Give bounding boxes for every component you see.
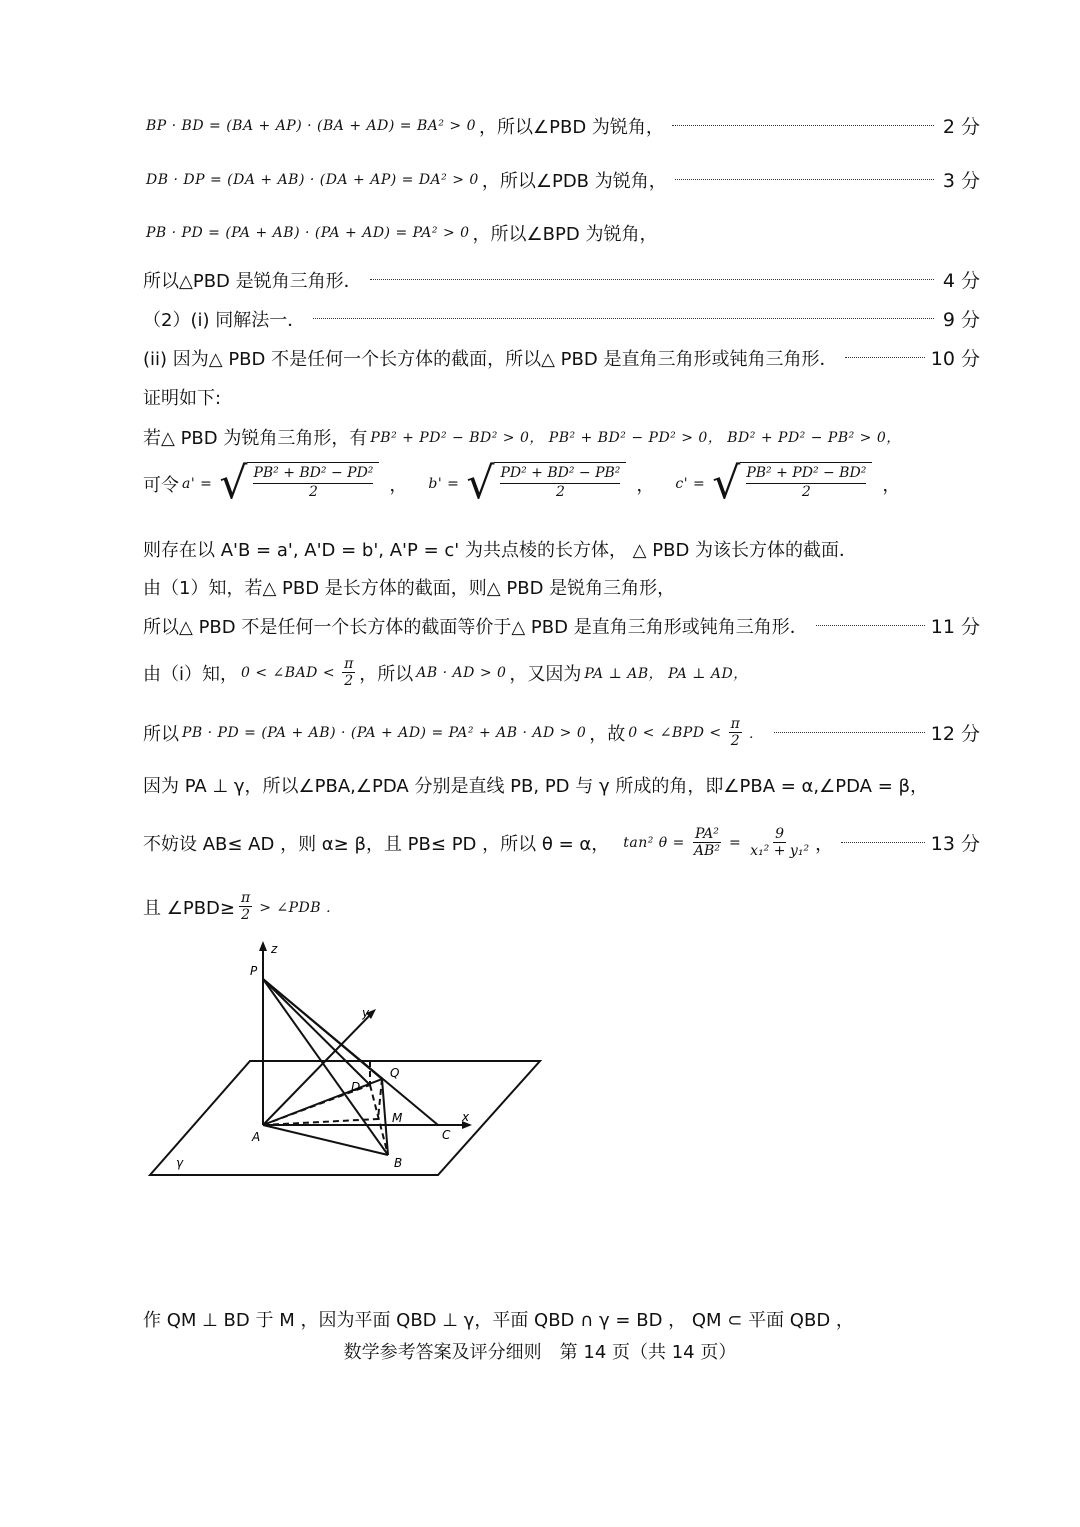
vector-equation: BP · BD = (BA + AP) · (BA + AD) = BA² > 0 [146,117,477,134]
label-x: x [462,1110,470,1124]
radicand-denominator: 2 [801,484,811,500]
line-text: 且 ∠PBD≥ [143,897,236,919]
answer-line-17 [143,890,980,923]
radical-sign: √ [466,458,495,509]
radicand-numerator: PB² + PD² − BD² [746,465,866,484]
answer-line-8 [143,424,980,450]
plane-gamma [150,1061,540,1175]
score-label: 13 分 [930,833,980,855]
fraction-pa-ab: $\frac{\text{PA²}}{\text{AB²}}$ [693,826,720,859]
label-D: D [351,1080,361,1094]
sqrt-a [219,458,379,509]
sqrt-c [712,458,872,509]
score-label: 3 分 [942,170,980,192]
dot-leader [370,279,934,280]
dot-leader [675,179,934,180]
c-prime-label: c' = [675,476,706,492]
radical-sign: √ [712,458,741,509]
comma: ， [636,475,655,496]
label-C: C [442,1128,451,1142]
answer-line-12 [143,612,980,639]
answer-line-4 [143,266,980,293]
answer-line-14 [143,716,980,749]
line-text: 不妨设 AB≤ AD ，则 α≥ β，且 PB≤ PD ，所以 θ = α， [143,833,610,855]
line-text: ，所以∠PDB 为锐角， [481,170,667,192]
line-text: ，所以 [359,663,414,685]
angle-bound: 0 < ∠BPD < [628,724,722,741]
score-label: 9 分 [942,309,980,331]
period: ． [748,725,764,742]
fraction-9: $\frac{9}{\text{x₁² + y₁²}}$ [750,826,810,859]
label-M: M [392,1111,403,1125]
answer-line-3 [143,220,980,246]
line-text: ，故 [589,723,626,745]
label-y: y [362,1006,370,1020]
a-prime-label: a' = [182,476,213,492]
answer-line-10 [143,536,980,562]
pi-over-2: $\frac{\pi}{2}$ [344,656,354,689]
radicand-numerator: PB² + BD² − PD² [253,465,373,484]
line-text: (ii) 因为△ PBD 不是任何一个长方体的截面，所以△ PBD 是直角三角形或钝角三角形． [143,348,838,370]
page-footer: 数学参考答案及评分细则 第 14 页（共 14 页） [343,1342,737,1363]
line-text: 因为 PA ⊥ γ，所以∠PBA,∠PDA 分别是直线 PB, PD 与 γ 所成的角，即∠PBA = α,∠PDA = β， [143,776,928,797]
line-text: ，又因为 [509,663,582,685]
sqrt-b [466,458,626,509]
radicand-numerator: PD² + BD² − PB² [500,465,620,484]
angle-compare: > ∠PDB ． [259,899,341,916]
radicand-denominator: 2 [308,484,318,500]
answer-line-7 [143,384,980,410]
answer-line-2 [143,166,980,193]
z-axis-arrow [259,941,267,951]
answer-line-18 [143,1306,980,1332]
line-text: 所以 [143,723,179,745]
pi-over-2: $\frac{\pi}{2}$ [730,716,740,749]
angle-bound: 0 < ∠BAD < [241,664,336,681]
vector-equation: PB · PD = (PA + AB) · (PA + AD) = PA² > 0 [146,225,470,241]
answer-line-9 [143,458,980,509]
vector-equation: PB · PD = (PA + AB) · (PA + AD) = PA² + AB · AD > 0 [182,724,587,741]
score-label: 2 分 [942,116,980,138]
line-text: 若△ PBD 为锐角三角形，有 [143,428,368,449]
label-A: A [252,1130,261,1144]
answer-line-6 [143,344,980,371]
label-z: z [271,942,278,956]
answer-line-13 [143,656,980,689]
geometry-figure [140,935,560,1185]
dot-product: AB · AD > 0 [416,664,507,681]
comma: ， [389,475,408,496]
score-label: 4 分 [942,270,980,292]
score-label: 10 分 [930,348,980,370]
line-text: 所以△ PBD 不是任何一个长方体的截面等价于△ PBD 是直角三角形或钝角三角形． [143,616,808,638]
line-text: ，所以∠BPD 为锐角， [472,224,658,245]
dot-leader [774,732,924,733]
line-text: 则存在以 A'B = a', A'D = b', A'P = c' 为共点棱的长方体， △ PBD 为该长方体的截面． [143,540,858,561]
answer-line-11 [143,574,980,600]
line-text: 作 QM ⊥ BD 于 M ，因为平面 QBD ⊥ γ，平面 QBD ∩ γ = BD ， QM ⊂ 平面 QBD ， [143,1310,854,1331]
label-B: B [394,1156,403,1170]
equals: = [728,834,742,851]
dashed-QM [378,1079,382,1119]
answer-line-5 [143,305,980,332]
perpendicular-relations: PA ⊥ AB， PA ⊥ AD， [584,665,748,682]
pi-over-2: $\frac{\pi}{2}$ [241,890,251,923]
line-text: 证明如下: [143,388,222,409]
answer-line-15 [143,772,980,798]
dot-leader [816,625,925,626]
line-text: 所以△PBD 是锐角三角形． [143,270,362,292]
b-prime-label: b' = [428,476,460,492]
tan-squared: tan² θ = [623,834,685,851]
comma: ， [882,475,901,496]
dot-leader [845,357,924,358]
line-text: ，所以∠PBD 为锐角， [479,116,664,138]
line-text: 由（1）知，若△ PBD 是长方体的截面，则△ PBD 是锐角三角形， [143,578,676,599]
line-text: （2）(i) 同解法一． [143,309,306,331]
label-gamma: γ [176,1156,184,1170]
answer-line-16 [143,826,980,859]
answer-line-1 [143,112,980,139]
dot-leader [841,842,925,843]
dot-leader [313,318,934,319]
radicand-denominator: 2 [555,484,565,500]
line-prefix: 可令 [143,475,179,496]
comma: ， [815,833,834,855]
vector-equation: DB · DP = (DA + AB) · (DA + AP) = DA² > 0 [146,171,479,188]
label-P: P [250,964,258,978]
score-label: 12 分 [930,723,980,745]
inequality-list: PB² + PD² − BD² > 0， PB² + BD² − PD² > 0， BD² + PD² − PB² > 0， [370,430,901,446]
score-label: 11 分 [930,616,980,638]
label-Q: Q [390,1066,400,1080]
dot-leader [672,125,934,126]
radical-sign: √ [219,458,248,509]
line-text: 由（i）知， [143,663,239,685]
